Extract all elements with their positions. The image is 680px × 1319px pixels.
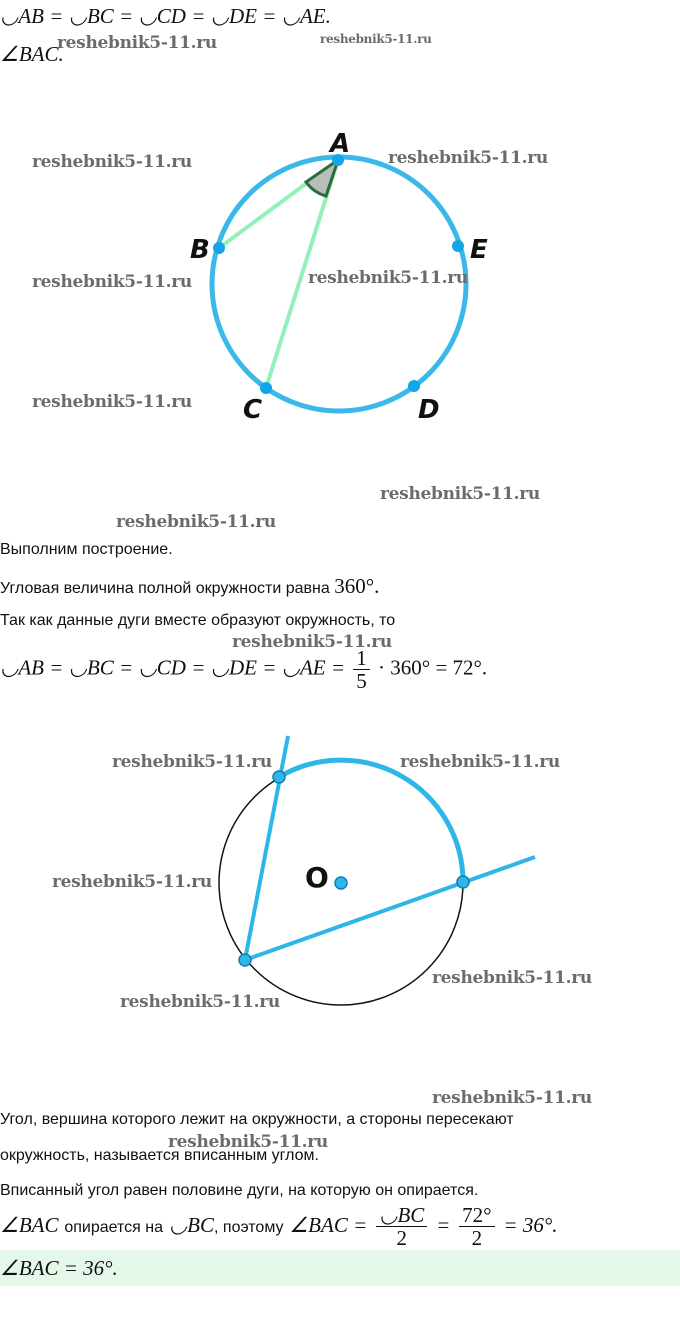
angle-bac-1: ∠BAC <box>0 1213 59 1238</box>
center-point <box>335 877 347 889</box>
point-d <box>408 380 420 392</box>
angle-bac-2: ∠BAC = <box>289 1213 368 1238</box>
solution-line6: окружность, называется вписанным углом. <box>0 1147 319 1164</box>
watermark: reshebnik5-11.ru <box>116 512 276 532</box>
frac1-den: 2 <box>396 1226 407 1250</box>
vertex-point <box>239 954 251 966</box>
watermark: reshebnik5-11.ru <box>32 272 192 292</box>
fraction-72-half <box>459 1204 494 1249</box>
frac2-den: 2 <box>471 1226 483 1250</box>
watermark: reshebnik5-11.ru <box>400 752 560 772</box>
fraction-num: 1 <box>353 647 370 670</box>
solution-line4 <box>0 647 487 692</box>
angle-side-2 <box>245 857 535 960</box>
fraction-den: 5 <box>356 669 367 693</box>
angle-bac-mark <box>306 160 338 196</box>
watermark: reshebnik5-11.ru <box>57 33 217 53</box>
frac2-num: 72° <box>459 1204 494 1227</box>
arc-bc: ◡BC <box>168 1213 215 1238</box>
solution-line7: Вписанный угол равен половине дуги, на которую он опирается. <box>0 1182 479 1199</box>
watermark: reshebnik5-11.ru <box>380 484 540 504</box>
label-a: A <box>330 129 351 159</box>
watermark: reshebnik5-11.ru <box>112 752 272 772</box>
fraction-arc-half <box>376 1204 427 1249</box>
given-arcs: ◡AB = ◡BC = ◡CD = ◡DE = ◡AE. <box>0 4 331 28</box>
point-b <box>213 242 225 254</box>
solution-line1: Выполним построение. <box>0 541 173 558</box>
equals-sign: = <box>436 1213 451 1238</box>
watermark: reshebnik5-11.ru <box>432 968 592 988</box>
label-e: E <box>470 235 488 265</box>
solution-line2-text: Угловая величина полной окружности равна <box>0 580 330 597</box>
watermark: reshebnik5-11.ru <box>32 152 192 172</box>
watermark: reshebnik5-11.ru <box>32 392 192 412</box>
result-expr: = 36°. <box>503 1213 558 1238</box>
label-center: O <box>305 861 329 894</box>
point-e <box>452 240 464 252</box>
label-c: C <box>243 395 263 425</box>
arc-value-expr: · 360° = 72°. <box>378 655 488 680</box>
solution-line8 <box>0 1204 557 1249</box>
solution-line5: Угол, вершина которого лежит на окружности, а стороны пересекают <box>0 1111 514 1128</box>
intersection-point-1 <box>273 771 285 783</box>
arcs-equal-expr: ◡AB = ◡BC = ◡CD = ◡DE = ◡AE = <box>0 655 346 680</box>
label-b: B <box>190 235 210 265</box>
watermark: reshebnik5-11.ru <box>52 872 212 892</box>
answer-box <box>0 1250 680 1286</box>
watermark: reshebnik5-11.ru <box>120 992 280 1012</box>
find-angle: ∠BAC. <box>0 42 64 66</box>
fraction-one-fifth <box>353 647 370 692</box>
solution-line3: Так как данные дуги вместе образуют окружность, то <box>0 612 396 629</box>
watermark: reshebnik5-11.ru <box>168 1132 328 1152</box>
intersection-point-2 <box>457 876 469 888</box>
watermark: reshebnik5-11.ru <box>432 1088 592 1108</box>
point-c <box>260 382 272 394</box>
watermark: reshebnik5-11.ru <box>232 632 392 652</box>
answer-text: ∠BAC = 36°. <box>0 1256 118 1280</box>
solution-line2-math: 360°. <box>334 574 380 598</box>
watermark: reshebnik5-11.ru <box>320 32 432 46</box>
label-d: D <box>418 395 440 425</box>
watermark: reshebnik5-11.ru <box>308 268 468 288</box>
rests-on-text: опирается на <box>64 1219 163 1237</box>
frac1-num: ◡BC <box>376 1204 427 1227</box>
solution-line2 <box>0 574 379 599</box>
watermark: reshebnik5-11.ru <box>388 148 548 168</box>
therefore-text: , поэтому <box>214 1219 284 1237</box>
